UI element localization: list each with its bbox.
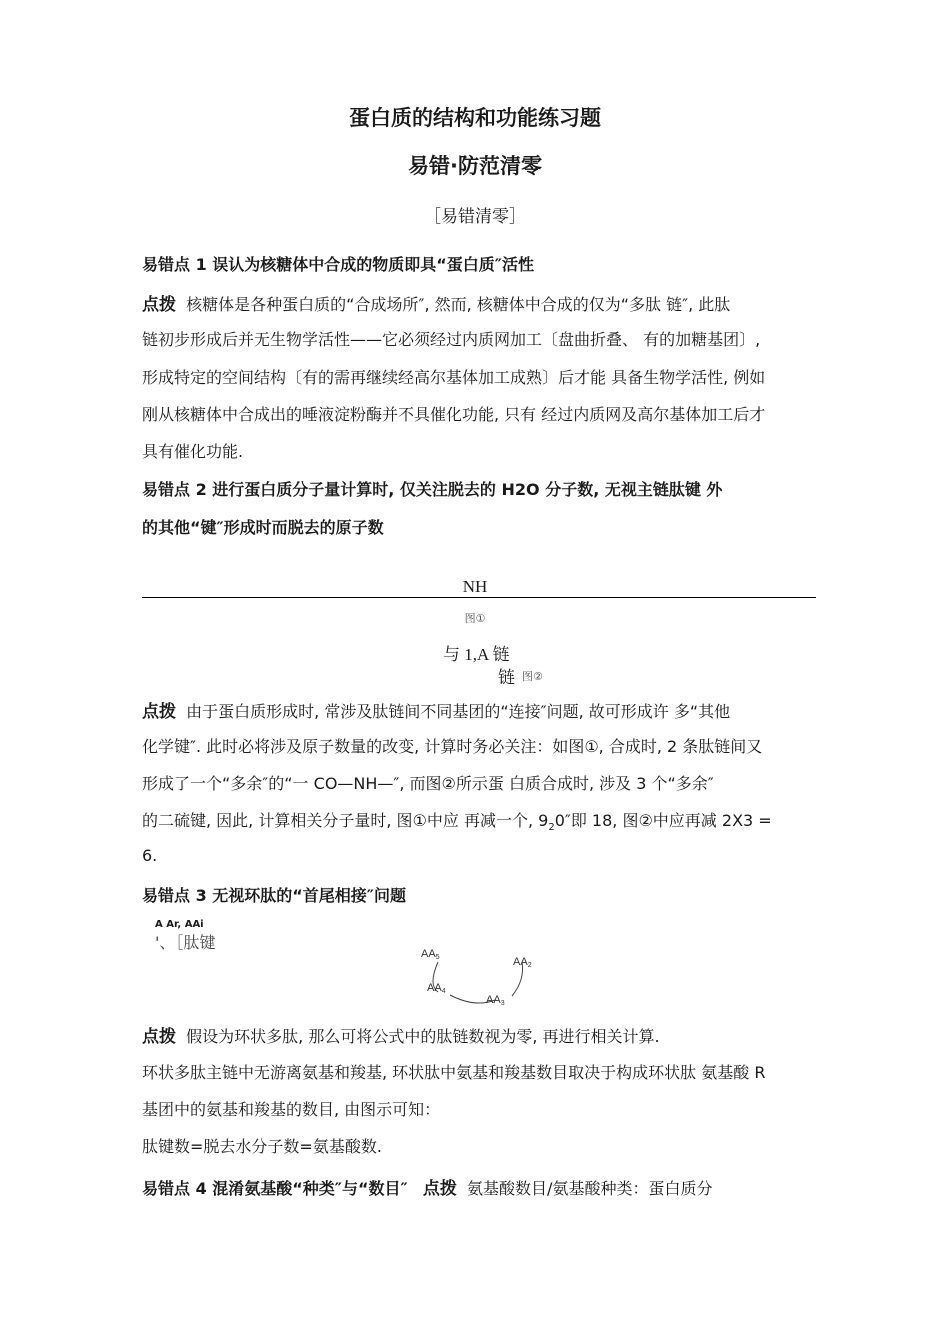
error-point-2-heading-1: 易错点 2 进行蛋白质分子量计算时, 仅关注脱去的 H2O 分子数, 无视主链肽键 外 <box>142 480 723 499</box>
hint-label: 点拨 <box>422 1179 457 1199</box>
error-point-2-line-3: 形成了一个“多余″的“一 CO—NH—″, 而图②所示蛋 白质合成时, 涉及 3 个“多余″ <box>142 774 714 793</box>
error-point-1-line-4: 刚从核糖体中合成出的唾液淀粉酶并不具催化功能, 只有 经过内质网及高尔基体加工后才 <box>142 405 766 424</box>
page-title: 蛋白质的结构和功能练习题 <box>349 106 601 130</box>
hint-label: 点拨 <box>142 702 176 722</box>
ring-node-aa3: AA3 <box>486 994 505 1007</box>
cyclic-peptide-diagram <box>400 940 560 1010</box>
hint-label: 点拨 <box>142 295 176 315</box>
error-point-4-line: 易错点 4 混淆氨基酸“种类″与“数目″ 点拨 氨基酸数目/氨基酸种类：蛋白质分 <box>142 1179 713 1199</box>
figure-1-nh-label: NH <box>462 577 488 596</box>
figure-1-caption: 图① <box>464 612 486 625</box>
error-point-4-heading: 易错点 4 混淆氨基酸“种类″与“数目″ <box>142 1179 408 1198</box>
error-point-2-heading-2: 的其他“键″形成时而脱去的原子数 <box>142 518 384 537</box>
ring-top-label: A Ar, AAi <box>155 919 204 930</box>
error-point-2-line-4: 的二硫键, 因此, 计算相关分子量时, 图①中应 再减一个, $9_20''$即 18, 图②中应再减 2X3 = <box>142 811 772 834</box>
error-point-3-line-3: 基团中的氨基和羧基的数目, 由图示可知： <box>142 1100 441 1119</box>
hint-label: 点拨 <box>142 1027 176 1047</box>
ring-node-aa2: AA2 <box>513 956 532 969</box>
page-subtitle: 易错·防范清零 <box>408 154 542 178</box>
figure-2-text-2: 链 <box>498 668 515 687</box>
ring-node-aa5: AA5 <box>421 948 440 961</box>
error-point-1-line-1: 点拨 核糖体是各种蛋白质的“合成场所″, 然而, 核糖体中合成的仅为“多肽 链″, 此肽 <box>142 295 731 315</box>
error-point-3-heading: 易错点 3 无视环肽的“首尾相接″问题 <box>142 886 406 905</box>
error-point-2-line-2: 化学键″. 此时必将涉及原子数量的改变, 计算时务必关注：如图①, 合成时, 2 条肽链间又 <box>142 737 763 756</box>
figure-2-caption: 图② <box>522 670 543 683</box>
ring-node-aa4: AA4 <box>427 982 446 995</box>
error-point-1-line-5: 具有催化功能. <box>142 442 244 461</box>
error-point-2-line-5: 6. <box>142 846 158 865</box>
figure-1-chain-line <box>142 597 816 598</box>
ring-peptide-bond-label: '、［肽键 <box>155 933 216 952</box>
figure-2-text: 与 1,A 链 <box>443 645 510 664</box>
error-point-3-line-1: 点拨 假设为环状多肽, 那么可将公式中的肽链数视为零, 再进行相关计算. <box>142 1027 660 1047</box>
error-point-3-line-4: 肽键数=脱去水分子数=氨基酸数. <box>142 1137 382 1156</box>
error-point-3-line-2: 环状多肽主链中无游离氨基和羧基, 环状肽中氨基和羧基数目取决于构成环状肽 氨基酸 R <box>142 1063 766 1082</box>
error-point-1-line-2: 链初步形成后并无生物学活性——它必须经过内质网加工〔盘曲折叠、 有的加糖基团〕, <box>142 330 761 349</box>
section-bracket: ［易错清零］ <box>424 207 526 227</box>
error-point-2-line-1: 点拨 由于蛋白质形成时, 常涉及肽链间不同基团的“连接″问题, 故可形成许 多“其他 <box>142 702 731 722</box>
error-point-1-line-3: 形成特定的空间结构〔有的需再继续经高尔基体加工成熟〕后才能 具备生物学活性, 例如 <box>142 368 766 387</box>
error-point-1-heading: 易错点 1 误认为核糖体中合成的物质即具“蛋白质″活性 <box>142 255 534 274</box>
